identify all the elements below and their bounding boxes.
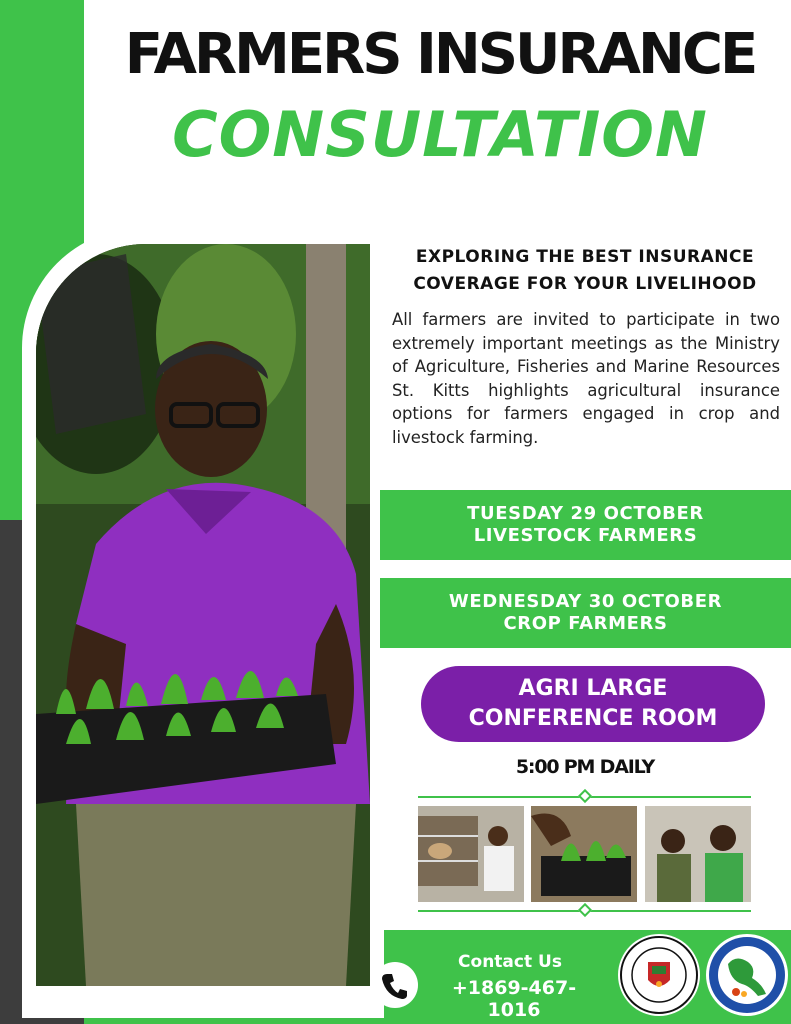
meeting-group: LIVESTOCK FARMERS bbox=[473, 525, 698, 546]
department-logo bbox=[706, 934, 788, 1016]
thumb-farmers-photo bbox=[645, 806, 751, 902]
venue-line-2: CONFERENCE ROOM bbox=[468, 706, 718, 731]
contact-phone-number[interactable]: +1869-467-1016 bbox=[451, 977, 577, 1021]
diamond-ornament bbox=[578, 789, 592, 803]
contact-label: Contact Us bbox=[458, 952, 562, 972]
meeting-time: 5:00 PM DAILY bbox=[515, 756, 655, 778]
meeting-date: WEDNESDAY 30 OCTOBER bbox=[448, 591, 723, 612]
subheading bbox=[390, 244, 780, 298]
venue-line-1: AGRI LARGE bbox=[518, 676, 668, 701]
invitation-text: All farmers are invited to participate in two extremely important meetings as the Ministry of Agriculture, Fisheries and Marine Resources St. Kitts highlights agricultural insurance options for farmers engaged in crop and livestock farming. bbox=[392, 310, 780, 447]
venue-badge bbox=[421, 666, 765, 742]
thumb-seedling-photo bbox=[531, 806, 637, 902]
thumb-livestock-photo bbox=[418, 806, 524, 902]
page-title: FARMERS INSURANCE bbox=[124, 22, 756, 87]
ministry-logo bbox=[618, 934, 700, 1016]
meeting-group: CROP FARMERS bbox=[503, 613, 668, 634]
phone-icon bbox=[372, 962, 418, 1008]
meeting-date: TUESDAY 29 OCTOBER bbox=[467, 503, 704, 524]
page-subtitle: CONSULTATION bbox=[172, 98, 708, 171]
subheading-line-1: EXPLORING THE BEST INSURANCE bbox=[415, 247, 755, 267]
meeting-crop bbox=[380, 578, 791, 648]
subheading-line-2: COVERAGE FOR YOUR LIVELIHOOD bbox=[413, 274, 757, 294]
meeting-livestock bbox=[380, 490, 791, 560]
farmer-photo bbox=[36, 244, 370, 986]
diamond-ornament bbox=[578, 903, 592, 917]
